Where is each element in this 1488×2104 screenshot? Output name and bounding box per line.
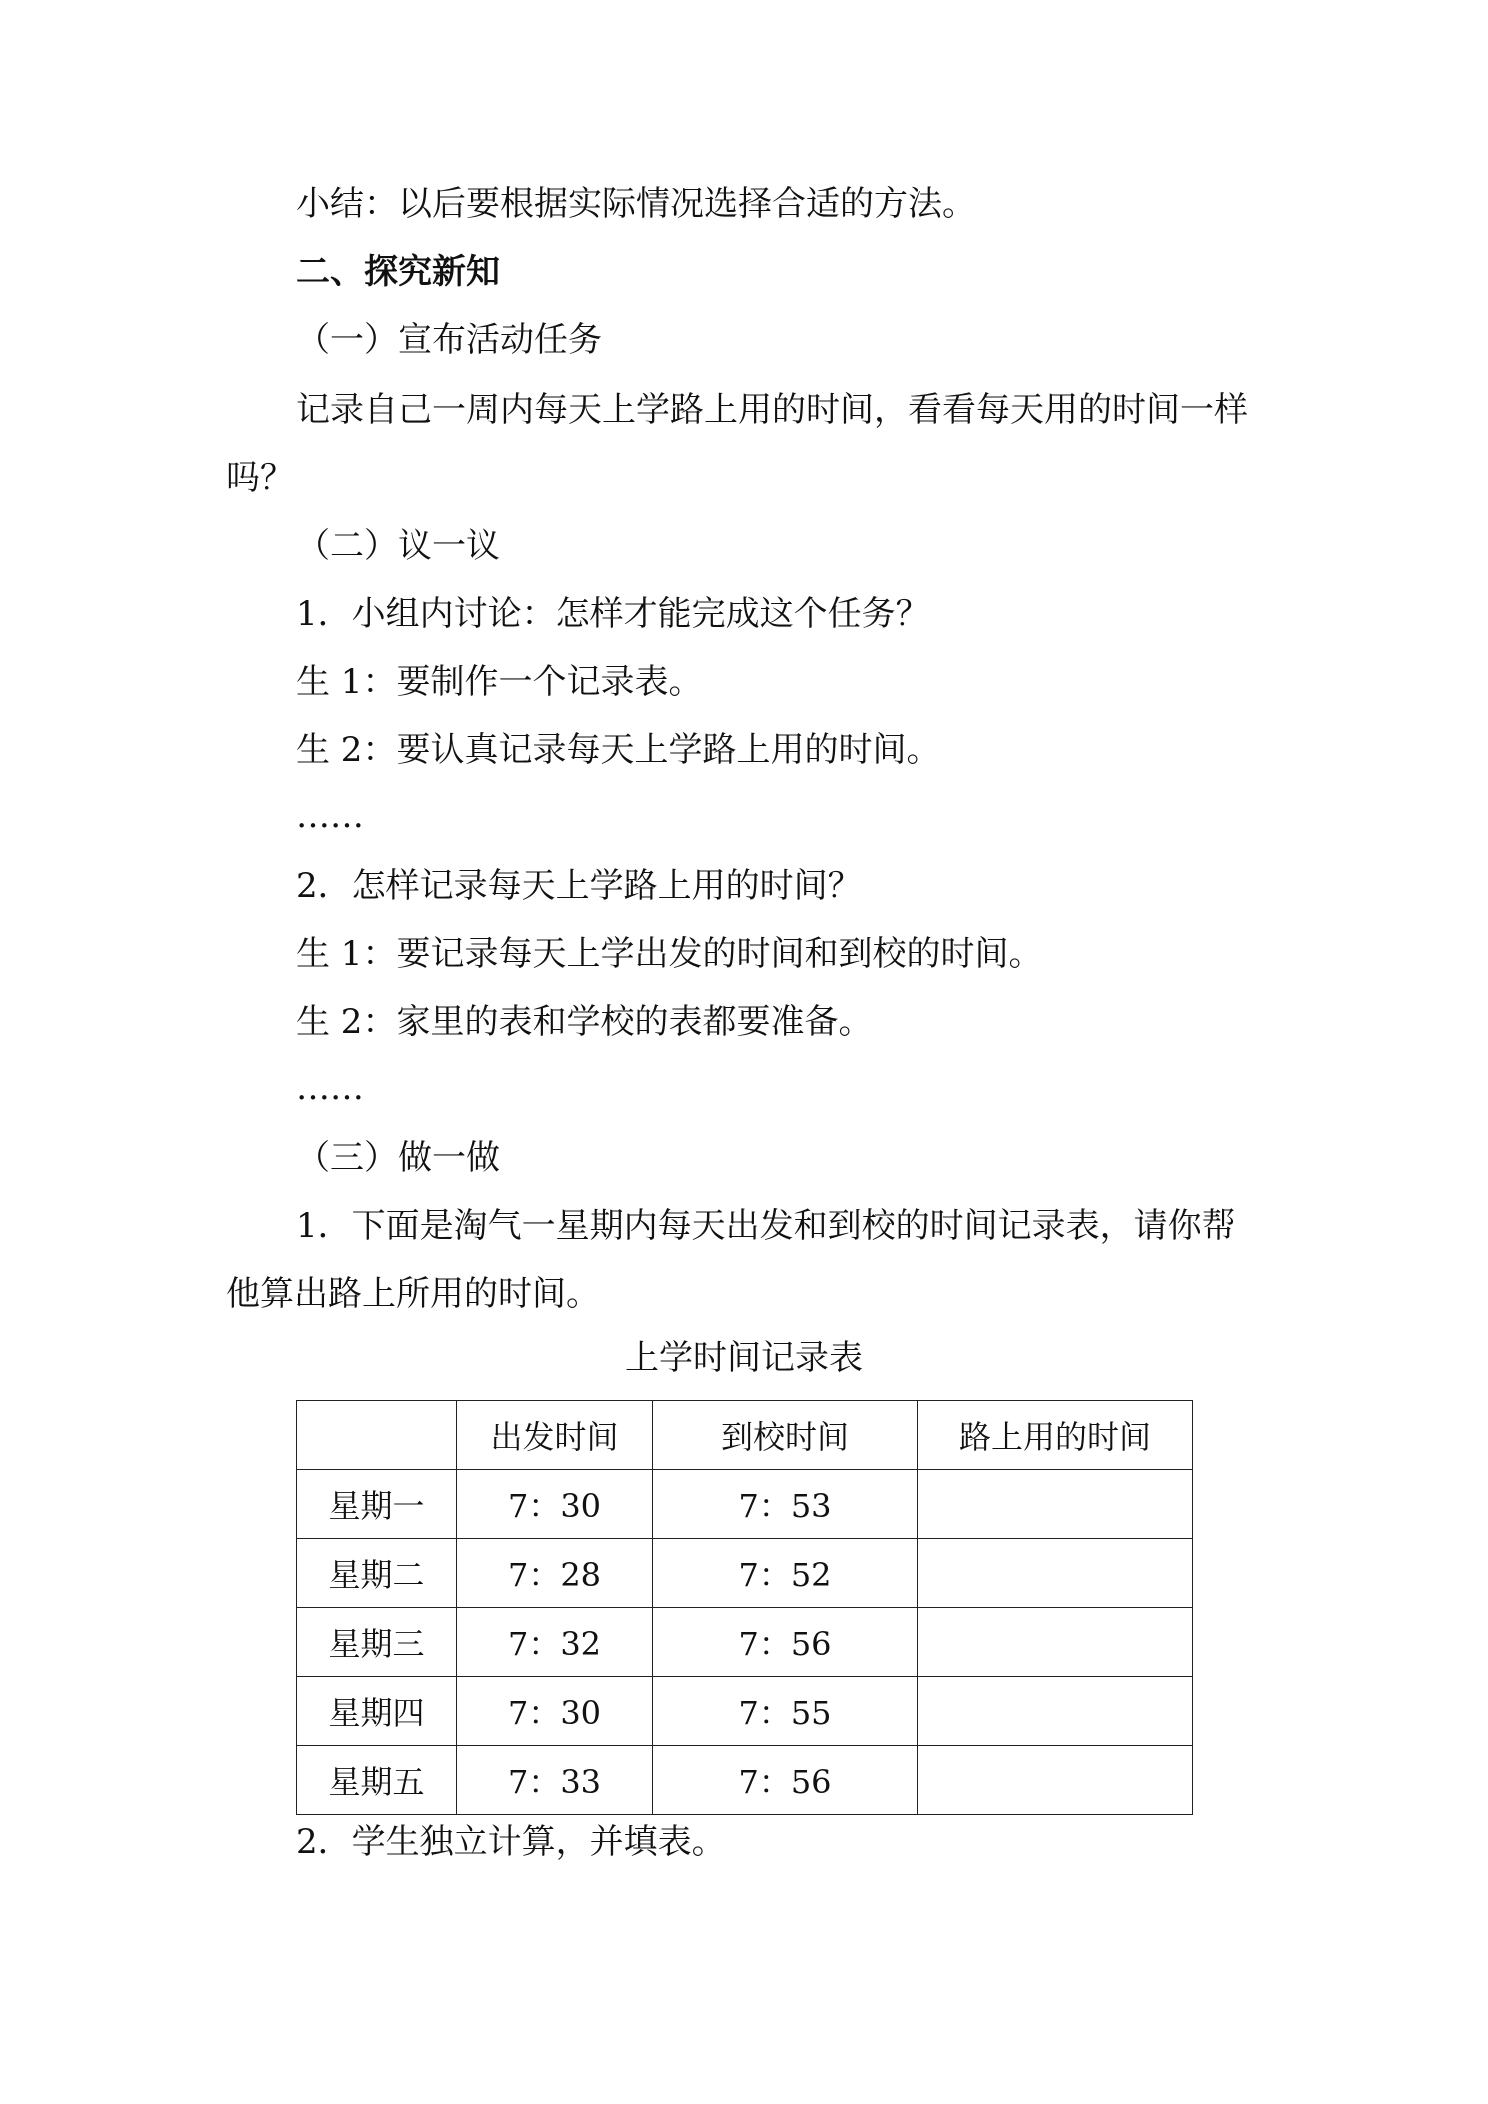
question-1: 1．小组内讨论：怎样才能完成这个任务？ [296,594,930,634]
task-text-line-1: 记录自己一周内每天上学路上用的时间，看看每天用的时间一样 [296,390,1248,430]
exercise-1-line-2: 他算出路上所用的时间。 [226,1274,600,1314]
question-2-answer-2: 生 2：家里的表和学校的表都要准备。 [296,1002,873,1042]
depart-cell: 7：28 [457,1539,653,1608]
depart-cell: 7：33 [457,1746,653,1815]
day-cell: 星期三 [297,1608,457,1677]
day-cell: 星期一 [297,1470,457,1539]
subsection-title-3: （三）做一做 [296,1138,500,1178]
table-row [297,1746,1193,1815]
question-1-answer-2: 生 2：要认真记录每天上学路上用的时间。 [296,730,941,770]
header-cell-arrive: 到校时间 [653,1401,918,1470]
ellipsis-2: …… [296,1068,364,1108]
table-row [297,1608,1193,1677]
table-header-row [297,1401,1193,1470]
duration-cell[interactable] [918,1746,1193,1815]
table-caption: 上学时间记录表 [625,1338,863,1378]
depart-cell: 7：32 [457,1608,653,1677]
time-record-table [296,1400,1193,1815]
question-1-answer-1: 生 1：要制作一个记录表。 [296,662,703,702]
header-cell-depart: 出发时间 [457,1401,653,1470]
day-cell: 星期五 [297,1746,457,1815]
duration-cell[interactable] [918,1677,1193,1746]
subsection-title-1: （一）宣布活动任务 [296,320,602,360]
question-2: 2．怎样记录每天上学路上用的时间？ [296,866,862,906]
summary-text: 小结：以后要根据实际情况选择合适的方法。 [296,184,976,224]
day-cell: 星期二 [297,1539,457,1608]
duration-cell[interactable] [918,1608,1193,1677]
arrive-cell: 7：56 [653,1746,918,1815]
arrive-cell: 7：56 [653,1608,918,1677]
depart-cell: 7：30 [457,1677,653,1746]
duration-cell[interactable] [918,1539,1193,1608]
exercise-1-line-1: 1．下面是淘气一星期内每天出发和到校的时间记录表，请你帮 [296,1206,1236,1246]
arrive-cell: 7：55 [653,1677,918,1746]
duration-cell[interactable] [918,1470,1193,1539]
day-cell: 星期四 [297,1677,457,1746]
arrive-cell: 7：52 [653,1539,918,1608]
header-cell-duration: 路上用的时间 [918,1401,1193,1470]
arrive-cell: 7：53 [653,1470,918,1539]
header-cell-blank [297,1401,457,1470]
subsection-title-2: （二）议一议 [296,526,500,566]
depart-cell: 7：30 [457,1470,653,1539]
table-row [297,1470,1193,1539]
task-text-line-2: 吗？ [226,458,294,498]
table-row [297,1677,1193,1746]
ellipsis-1: …… [296,796,364,836]
section-title: 二、探究新知 [296,252,500,292]
exercise-2: 2．学生独立计算，并填表。 [296,1822,726,1862]
table-row [297,1539,1193,1608]
question-2-answer-1: 生 1：要记录每天上学出发的时间和到校的时间。 [296,934,1043,974]
